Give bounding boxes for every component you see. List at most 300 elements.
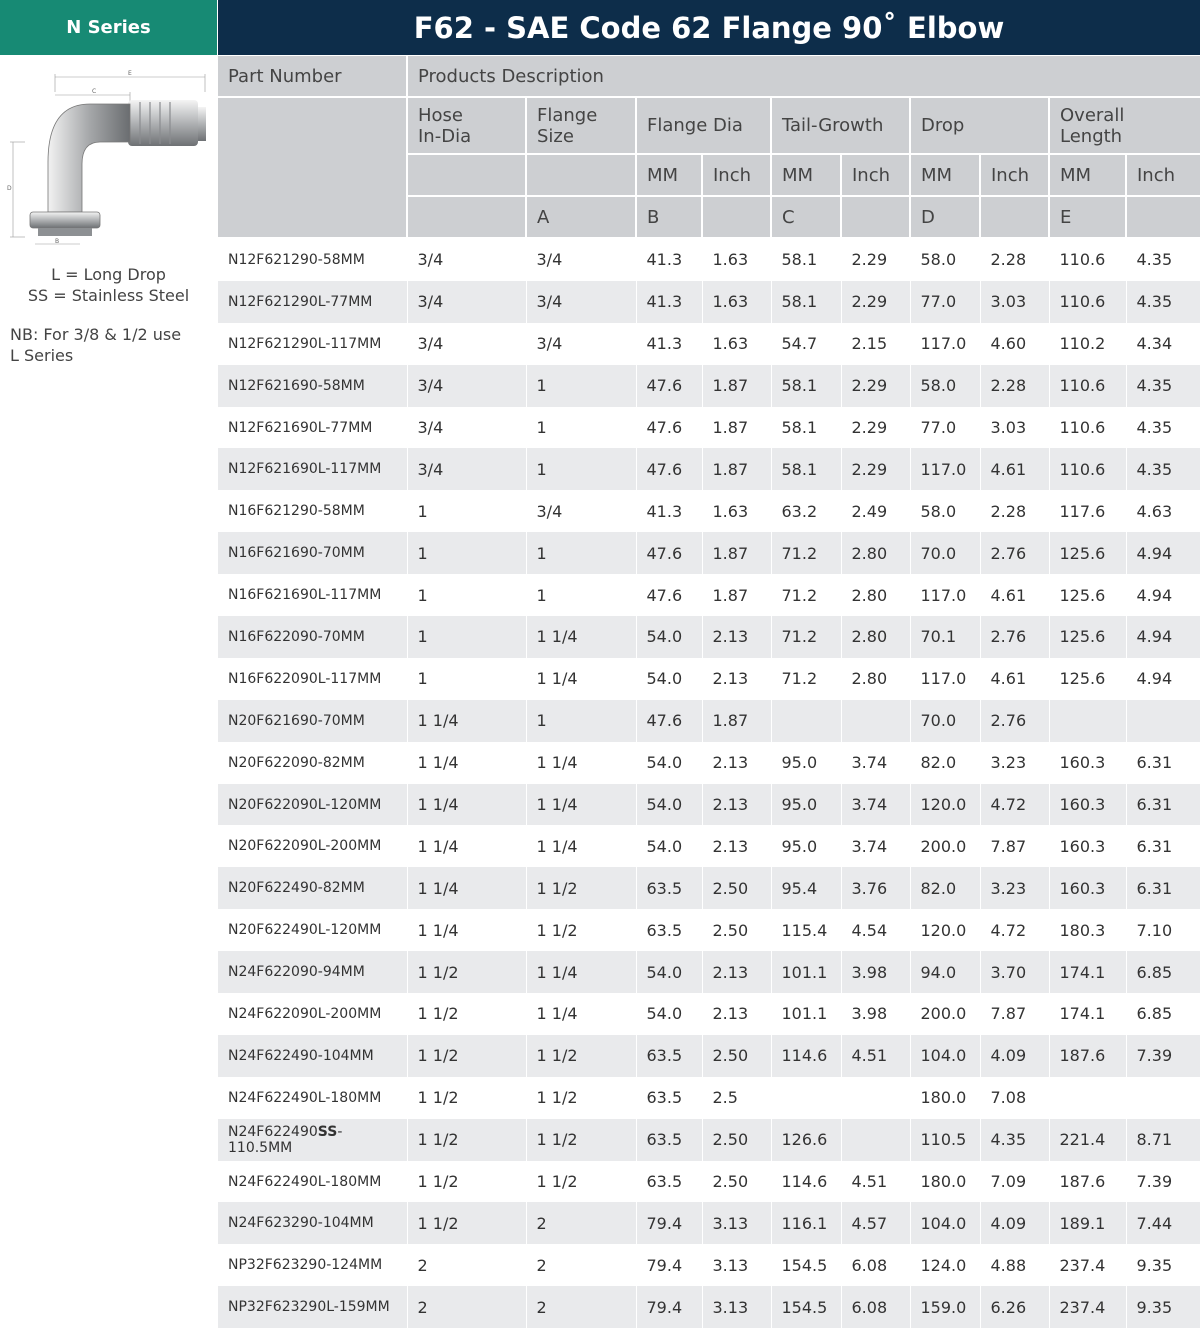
part-number-text: -110.5MM (228, 1123, 343, 1156)
drop-inch-cell: 3.70 (980, 951, 1049, 993)
hose-in-dia-cell: 1 (407, 616, 526, 658)
tail-growth-mm-cell: 116.1 (771, 1202, 841, 1244)
tail-growth-mm-cell: 71.2 (771, 658, 841, 700)
table-row (218, 407, 1200, 449)
tail-growth-mm-cell: 95.0 (771, 742, 841, 784)
drop-mm-cell: 70.0 (910, 700, 980, 742)
part-number-cell (218, 993, 407, 1035)
part-number-cell (218, 700, 407, 742)
overall-length-mm-cell: 160.3 (1049, 742, 1126, 784)
part-number-cell (218, 448, 407, 490)
part-number-cell (218, 1286, 407, 1328)
hose-in-dia-cell: 1 1/2 (407, 1161, 526, 1203)
flange-dia-mm-cell: 47.6 (636, 532, 702, 574)
flange-dia-inch-cell: 1.87 (702, 448, 771, 490)
hose-in-dia-cell: 1 1/4 (407, 700, 526, 742)
hose-in-dia-cell: 3/4 (407, 448, 526, 490)
part-number-text: N24F622490-104MM (228, 1047, 374, 1064)
table-row (218, 1077, 1200, 1119)
part-number-text: N20F621690-70MM (228, 712, 365, 729)
tail-growth-inch-cell: 6.08 (841, 1244, 910, 1286)
drop-inch-cell: 2.76 (980, 532, 1049, 574)
flange-dia-mm-cell: 63.5 (636, 1119, 702, 1161)
flange-dia-mm-cell: 47.6 (636, 700, 702, 742)
flange-size-cell: 1 1/2 (526, 1077, 636, 1119)
overall-length-mm-cell: 117.6 (1049, 490, 1126, 532)
drop-mm-cell: 104.0 (910, 1035, 980, 1077)
drop-mm-cell: 58.0 (910, 365, 980, 407)
overall-length-inch-cell: 6.85 (1126, 951, 1200, 993)
letter-spacer (980, 196, 1049, 238)
part-number-highlight: SS (317, 1123, 338, 1140)
hose-in-dia-cell: 2 (407, 1244, 526, 1286)
hose-in-dia-cell: 3/4 (407, 281, 526, 323)
overall-length-mm-cell: 125.6 (1049, 616, 1126, 658)
part-number-cell (218, 1035, 407, 1077)
table-row (218, 238, 1200, 281)
tail-growth-inch-cell: 2.80 (841, 574, 910, 616)
overall-length-mm-cell: 160.3 (1049, 825, 1126, 867)
flange-dia-mm-header: MM (636, 154, 702, 196)
hose-in-dia-cell: 1 1/4 (407, 825, 526, 867)
overall-length-inch-cell: 4.35 (1126, 448, 1200, 490)
overall-length-mm-cell: 237.4 (1049, 1244, 1126, 1286)
flange-dia-mm-cell: 47.6 (636, 448, 702, 490)
drop-header: Drop (910, 97, 1049, 154)
flange-dia-mm-cell: 63.5 (636, 867, 702, 909)
part-number-text: N12F621290L-117MM (228, 335, 382, 352)
tail-growth-mm-cell (771, 700, 841, 742)
tail-growth-inch-cell: 3.74 (841, 825, 910, 867)
overall-length-inch-cell: 4.94 (1126, 532, 1200, 574)
tail-growth-mm-cell: 126.6 (771, 1119, 841, 1161)
drop-inch-cell: 3.23 (980, 867, 1049, 909)
tail-growth-inch-cell (841, 1077, 910, 1119)
overall-length-header: Overall Length (1049, 97, 1200, 154)
overall-length-inch-cell: 9.35 (1126, 1244, 1200, 1286)
flange-dia-inch-cell: 2.50 (702, 1161, 771, 1203)
hose-in-dia-cell: 1 1/4 (407, 909, 526, 951)
flange-dia-mm-cell: 54.0 (636, 742, 702, 784)
overall-length-mm-cell: 187.6 (1049, 1035, 1126, 1077)
table-row (218, 448, 1200, 490)
part-number-text: N24F622490L-180MM (228, 1173, 382, 1190)
flange-dia-inch-cell: 2.13 (702, 951, 771, 993)
flange-size-cell: 1 1/4 (526, 784, 636, 826)
overall-length-inch-cell: 4.35 (1126, 365, 1200, 407)
overall-length-inch-cell: 4.94 (1126, 658, 1200, 700)
table-row (218, 951, 1200, 993)
overall-length-mm-cell: 110.6 (1049, 365, 1126, 407)
overall-length-inch-header: Inch (1126, 154, 1200, 196)
tail-growth-inch-cell: 3.98 (841, 951, 910, 993)
flange-size-cell: 3/4 (526, 281, 636, 323)
tail-growth-mm-cell: 114.6 (771, 1035, 841, 1077)
overall-length-mm-cell: 180.3 (1049, 909, 1126, 951)
part-number-cell (218, 323, 407, 365)
dim-b-label: B (55, 238, 60, 245)
drop-inch-cell: 2.28 (980, 238, 1049, 281)
drop-inch-cell: 7.08 (980, 1077, 1049, 1119)
overall-length-inch-cell: 7.10 (1126, 909, 1200, 951)
part-number-text: N12F621290-58MM (228, 251, 365, 268)
table-row (218, 825, 1200, 867)
part-number-cell (218, 574, 407, 616)
flange-dia-mm-cell: 63.5 (636, 909, 702, 951)
flange-dia-mm-cell: 63.5 (636, 1161, 702, 1203)
legend-stainless-steel: SS = Stainless Steel (27, 286, 190, 305)
flange-dia-inch-cell: 2.50 (702, 909, 771, 951)
flange-dia-mm-cell: 54.0 (636, 658, 702, 700)
hose-in-dia-cell: 1 (407, 658, 526, 700)
tail-growth-inch-cell: 2.80 (841, 616, 910, 658)
legend-note (0, 324, 217, 366)
tail-growth-inch-cell: 3.76 (841, 867, 910, 909)
hose-in-dia-header (407, 97, 526, 154)
drop-inch-cell: 3.03 (980, 407, 1049, 449)
hose-in-dia-cell: 3/4 (407, 238, 526, 281)
flange-dia-inch-cell: 2.50 (702, 867, 771, 909)
tail-growth-inch-cell (841, 700, 910, 742)
flange-dia-mm-cell: 79.4 (636, 1202, 702, 1244)
overall-length-inch-cell: 7.44 (1126, 1202, 1200, 1244)
overall-length-mm-cell: 174.1 (1049, 951, 1126, 993)
flange-size-cell: 1 1/2 (526, 1035, 636, 1077)
flange-size-cell: 1 (526, 574, 636, 616)
part-number-text: N16F622090L-117MM (228, 670, 382, 687)
overall-length-mm-cell: 160.3 (1049, 784, 1126, 826)
drop-inch-cell: 7.09 (980, 1161, 1049, 1203)
products-table (218, 56, 1200, 1328)
flange-size-cell: 1 1/4 (526, 951, 636, 993)
hose-in-dia-cell: 3/4 (407, 323, 526, 365)
part-number-text: N24F622090-94MM (228, 964, 365, 981)
flange-dia-inch-cell: 3.13 (702, 1286, 771, 1328)
drop-inch-cell: 4.09 (980, 1202, 1049, 1244)
overall-length-mm-cell: 110.6 (1049, 448, 1126, 490)
products-description-header: Products Description (407, 56, 1200, 97)
flange-dia-inch-cell: 3.13 (702, 1202, 771, 1244)
flange-dia-mm-cell: 63.5 (636, 1035, 702, 1077)
drop-mm-cell: 104.0 (910, 1202, 980, 1244)
tail-growth-inch-cell: 2.49 (841, 490, 910, 532)
unit-spacer (526, 154, 636, 196)
drop-inch-cell: 6.26 (980, 1286, 1049, 1328)
part-number-cell (218, 867, 407, 909)
letter-a: A (526, 196, 636, 238)
tail-growth-inch-cell: 2.80 (841, 658, 910, 700)
flange-size-header (526, 97, 636, 154)
tail-growth-mm-cell: 63.2 (771, 490, 841, 532)
overall-length-mm-cell: 237.4 (1049, 1286, 1126, 1328)
drop-mm-header: MM (910, 154, 980, 196)
part-number-cell (218, 742, 407, 784)
flange-dia-inch-cell: 1.63 (702, 238, 771, 281)
overall-length-inch-cell: 4.63 (1126, 490, 1200, 532)
hose-in-dia-cell: 3/4 (407, 407, 526, 449)
table-row (218, 658, 1200, 700)
flange-size-cell: 1 (526, 448, 636, 490)
drop-mm-cell: 77.0 (910, 281, 980, 323)
overall-length-inch-cell: 4.94 (1126, 616, 1200, 658)
drop-mm-cell: 180.0 (910, 1161, 980, 1203)
part-number-cell (218, 1119, 407, 1161)
drop-mm-cell: 58.0 (910, 490, 980, 532)
part-number-text: N20F622490L-120MM (228, 922, 382, 939)
flange-dia-mm-cell: 41.3 (636, 323, 702, 365)
tail-growth-mm-cell: 95.4 (771, 867, 841, 909)
table-row (218, 281, 1200, 323)
flange-dia-mm-cell: 54.0 (636, 784, 702, 826)
overall-length-inch-cell: 4.94 (1126, 574, 1200, 616)
page-title: F62 - SAE Code 62 Flange 90˚ Elbow (218, 0, 1200, 55)
tail-growth-mm-cell (771, 1077, 841, 1119)
flange-dia-inch-cell: 1.87 (702, 407, 771, 449)
drop-inch-cell: 4.72 (980, 909, 1049, 951)
hose-in-dia-cell: 1 (407, 574, 526, 616)
flange-size-cell: 1 1/2 (526, 1119, 636, 1161)
part-number-text: N16F621690L-117MM (228, 587, 382, 604)
hose-in-dia-cell: 1 1/2 (407, 1119, 526, 1161)
tail-growth-mm-cell: 58.1 (771, 365, 841, 407)
tail-growth-inch-cell: 3.74 (841, 784, 910, 826)
tail-growth-mm-cell: 95.0 (771, 784, 841, 826)
overall-length-inch-cell: 6.31 (1126, 784, 1200, 826)
part-number-text: N12F621690-58MM (228, 377, 365, 394)
tail-growth-mm-cell: 101.1 (771, 993, 841, 1035)
letter-e: E (1049, 196, 1126, 238)
part-number-text: N20F622090-82MM (228, 754, 365, 771)
part-number-cell (218, 909, 407, 951)
hose-in-dia-cell: 3/4 (407, 365, 526, 407)
flange-dia-mm-cell: 47.6 (636, 365, 702, 407)
drop-mm-cell: 117.0 (910, 658, 980, 700)
part-number-header-spacer (218, 97, 407, 238)
tail-growth-mm-cell: 58.1 (771, 238, 841, 281)
table-row (218, 323, 1200, 365)
table-row (218, 616, 1200, 658)
overall-length-mm-cell: 110.6 (1049, 407, 1126, 449)
overall-length-mm-cell: 125.6 (1049, 574, 1126, 616)
legend-long-drop: L = Long Drop (51, 265, 166, 284)
overall-length-mm-cell: 221.4 (1049, 1119, 1126, 1161)
flange-size-cell: 1 (526, 700, 636, 742)
drop-mm-cell: 200.0 (910, 993, 980, 1035)
letter-c: C (771, 196, 841, 238)
tail-growth-mm-cell: 71.2 (771, 532, 841, 574)
tail-growth-inch-cell: 3.74 (841, 742, 910, 784)
part-number-cell (218, 1244, 407, 1286)
drop-mm-cell: 117.0 (910, 574, 980, 616)
flange-dia-inch-cell: 2.13 (702, 993, 771, 1035)
part-number-cell (218, 407, 407, 449)
part-number-cell (218, 1077, 407, 1119)
tail-growth-mm-cell: 154.5 (771, 1286, 841, 1328)
part-number-header: Part Number (218, 56, 407, 97)
table-row (218, 742, 1200, 784)
drop-mm-cell: 159.0 (910, 1286, 980, 1328)
flange-dia-mm-cell: 54.0 (636, 825, 702, 867)
hose-in-dia-cell: 1 (407, 532, 526, 574)
part-number-text: NP32F623290L-159MM (228, 1299, 390, 1316)
part-number-text: N24F622090L-200MM (228, 1005, 382, 1022)
flange-size-cell: 1 1/4 (526, 742, 636, 784)
legend (0, 264, 217, 366)
drop-inch-cell: 4.09 (980, 1035, 1049, 1077)
table-row (218, 1161, 1200, 1203)
overall-length-inch-cell: 4.34 (1126, 323, 1200, 365)
tail-growth-header: Tail-Growth (771, 97, 910, 154)
flange-dia-inch-header: Inch (702, 154, 771, 196)
tail-growth-mm-cell: 95.0 (771, 825, 841, 867)
drop-inch-cell: 2.28 (980, 490, 1049, 532)
tail-growth-mm-cell: 71.2 (771, 616, 841, 658)
table-row (218, 1202, 1200, 1244)
drop-inch-cell: 4.60 (980, 323, 1049, 365)
drop-inch-cell: 7.87 (980, 825, 1049, 867)
overall-length-inch-cell: 6.31 (1126, 825, 1200, 867)
table-row (218, 1035, 1200, 1077)
tail-growth-inch-cell: 2.29 (841, 365, 910, 407)
tail-growth-inch-cell: 4.57 (841, 1202, 910, 1244)
products-table-body (218, 238, 1200, 1328)
tail-growth-inch-cell: 2.29 (841, 448, 910, 490)
tail-growth-inch-cell: 2.29 (841, 281, 910, 323)
part-number-text: N16F621690-70MM (228, 545, 365, 562)
table-row (218, 993, 1200, 1035)
flange-size-cell: 3/4 (526, 238, 636, 281)
part-number-text: N24F622490L-180MM (228, 1089, 382, 1106)
overall-length-mm-cell (1049, 1077, 1126, 1119)
flange-dia-mm-cell: 47.6 (636, 407, 702, 449)
tail-growth-inch-cell: 3.98 (841, 993, 910, 1035)
size-label: Size (537, 125, 574, 147)
part-number-text: N12F621690L-77MM (228, 419, 373, 436)
overall-length-inch-cell: 9.35 (1126, 1286, 1200, 1328)
part-number-text: N12F621690L-117MM (228, 461, 382, 478)
overall-length-inch-cell: 6.85 (1126, 993, 1200, 1035)
legend-note-line-2: L Series (10, 346, 74, 365)
table-row (218, 784, 1200, 826)
hose-in-dia-cell: 1 1/2 (407, 1202, 526, 1244)
flange-dia-inch-cell: 1.87 (702, 700, 771, 742)
flange-size-cell: 1 1/2 (526, 1161, 636, 1203)
tail-growth-mm-cell: 71.2 (771, 574, 841, 616)
overall-length-mm-header: MM (1049, 154, 1126, 196)
drop-inch-cell: 4.72 (980, 784, 1049, 826)
letter-spacer (841, 196, 910, 238)
part-number-cell (218, 281, 407, 323)
letter-d: D (910, 196, 980, 238)
tail-growth-mm-cell: 101.1 (771, 951, 841, 993)
table-row (218, 1244, 1200, 1286)
drop-mm-cell: 120.0 (910, 784, 980, 826)
part-number-cell (218, 616, 407, 658)
flange-size-cell: 1 1/2 (526, 867, 636, 909)
hose-in-dia-cell: 1 1/4 (407, 867, 526, 909)
hose-in-dia-cell: 1 1/4 (407, 784, 526, 826)
table-row (218, 1119, 1200, 1161)
drop-inch-cell: 4.61 (980, 658, 1049, 700)
letter-spacer (702, 196, 771, 238)
dim-d-label: D (7, 185, 12, 192)
flange-dia-mm-cell: 47.6 (636, 574, 702, 616)
drop-mm-cell: 82.0 (910, 742, 980, 784)
part-number-text: N12F621290L-77MM (228, 293, 373, 310)
part-number-cell (218, 490, 407, 532)
flange-size-cell: 1 1/2 (526, 909, 636, 951)
drop-inch-cell: 2.76 (980, 700, 1049, 742)
overall-length-mm-cell: 174.1 (1049, 993, 1126, 1035)
part-number-text: N24F622490 (228, 1123, 318, 1140)
flange-dia-mm-cell: 79.4 (636, 1244, 702, 1286)
table-row (218, 867, 1200, 909)
table-row (218, 365, 1200, 407)
elbow-fitting-diagram (0, 62, 217, 252)
overall-length-inch-cell: 4.35 (1126, 281, 1200, 323)
flange-size-cell: 2 (526, 1244, 636, 1286)
part-number-text: N16F621290-58MM (228, 503, 365, 520)
hose-in-dia-cell: 1 1/2 (407, 1035, 526, 1077)
table-row (218, 700, 1200, 742)
table-row (218, 574, 1200, 616)
flange-dia-mm-cell: 54.0 (636, 951, 702, 993)
flange-size-cell: 1 (526, 365, 636, 407)
flange-size-cell: 2 (526, 1286, 636, 1328)
hose-in-dia-cell: 1 1/4 (407, 742, 526, 784)
drop-mm-cell: 94.0 (910, 951, 980, 993)
flange-size-cell: 1 (526, 532, 636, 574)
drop-inch-cell: 2.28 (980, 365, 1049, 407)
part-number-cell (218, 365, 407, 407)
part-number-cell (218, 951, 407, 993)
overall-length-inch-cell (1126, 700, 1200, 742)
drop-mm-cell: 200.0 (910, 825, 980, 867)
drop-inch-cell: 2.76 (980, 616, 1049, 658)
flange-dia-mm-cell: 54.0 (636, 993, 702, 1035)
part-number-cell (218, 238, 407, 281)
dim-c-label: C (92, 88, 97, 95)
tail-growth-inch-cell: 4.51 (841, 1035, 910, 1077)
hose-in-dia-cell: 1 1/2 (407, 951, 526, 993)
overall-length-inch-cell: 8.71 (1126, 1119, 1200, 1161)
series-tab: N Series (0, 0, 217, 55)
flange-label: Flange (537, 104, 598, 126)
dim-e-label: E (128, 70, 132, 77)
overall-length-inch-cell: 7.39 (1126, 1035, 1200, 1077)
drop-inch-header: Inch (980, 154, 1049, 196)
overall-length-mm-cell: 189.1 (1049, 1202, 1126, 1244)
part-number-cell (218, 1202, 407, 1244)
flange-dia-mm-cell: 63.5 (636, 1077, 702, 1119)
table-row (218, 1286, 1200, 1328)
flange-dia-inch-cell: 2.13 (702, 784, 771, 826)
tail-growth-mm-cell: 58.1 (771, 407, 841, 449)
tail-growth-inch-cell: 2.29 (841, 238, 910, 281)
flange-dia-inch-cell: 3.13 (702, 1244, 771, 1286)
tail-growth-inch-header: Inch (841, 154, 910, 196)
drop-mm-cell: 124.0 (910, 1244, 980, 1286)
tail-growth-mm-cell: 114.6 (771, 1161, 841, 1203)
drop-inch-cell: 4.35 (980, 1119, 1049, 1161)
flange-dia-inch-cell: 1.63 (702, 281, 771, 323)
drop-mm-cell: 58.0 (910, 238, 980, 281)
flange-dia-inch-cell: 2.13 (702, 742, 771, 784)
flange-dia-inch-cell: 1.63 (702, 490, 771, 532)
tail-growth-inch-cell: 2.29 (841, 407, 910, 449)
tail-growth-mm-cell: 58.1 (771, 281, 841, 323)
unit-spacer (407, 154, 526, 196)
